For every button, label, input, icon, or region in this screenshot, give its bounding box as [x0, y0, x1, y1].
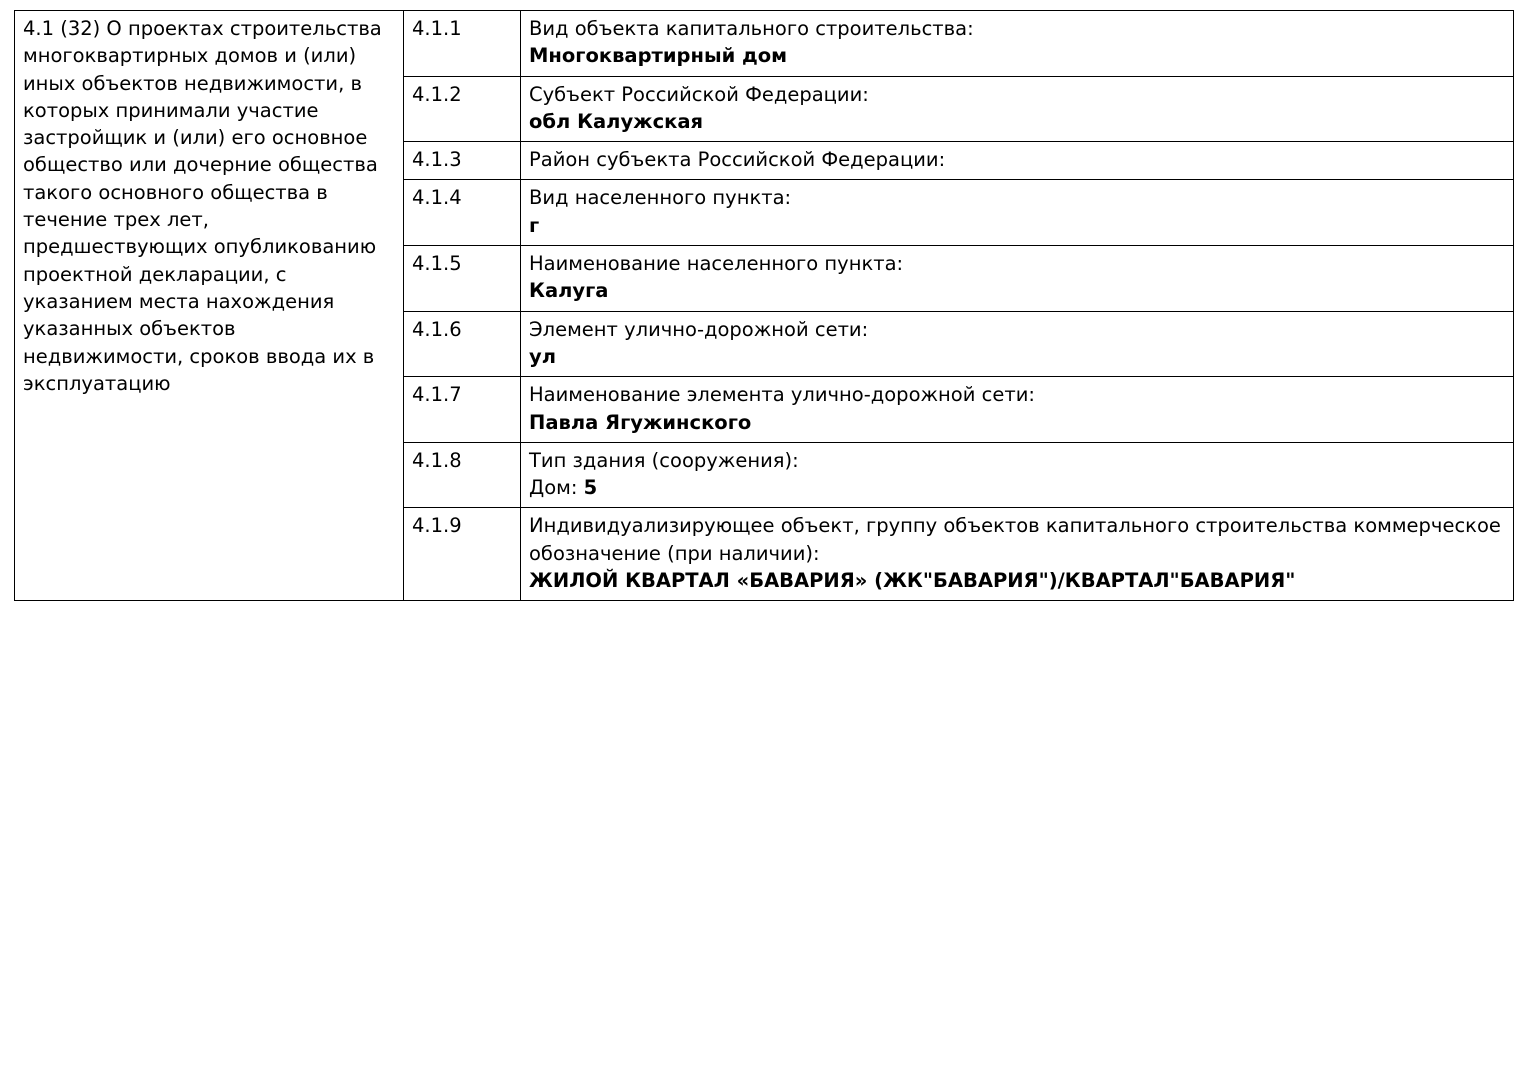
row-number: 4.1.3	[412, 148, 462, 172]
field-label: Вид объекта капитального строительства:	[529, 17, 974, 40]
row-content-cell	[521, 180, 1514, 246]
field-label: Элемент улично-дорожной сети:	[529, 317, 869, 341]
section-title-text: 4.1 (32) О проектах строительства многоквартирных домов и (или) иных объектов недвижимости, в которых принимали участие застройщик и (или) его основное общество или дочерние общества такого основного общества в течение трех лет, предшествующих опубликованию проектной декларации, с указанием места нахождения указанных объектов недвижимости, сроков ввода их в эксплуатацию	[23, 17, 382, 395]
field-label: Субъект Российской Федерации:	[529, 82, 869, 106]
field-label: Наименование элемента улично-дорожной сети:	[529, 383, 1035, 407]
field-value: ЖИЛОЙ КВАРТАЛ «БАВАРИЯ» (ЖК"БАВАРИЯ")/КВАРТАЛ"БАВАРИЯ"	[529, 569, 1296, 593]
row-number-cell	[404, 311, 521, 377]
field-label: Тип здания (сооружения):	[529, 448, 799, 472]
row-number: 4.1.8	[412, 448, 462, 472]
row-content-cell	[521, 311, 1514, 377]
field-label: Наименование населенного пункта:	[529, 252, 904, 276]
row-number-cell	[404, 76, 521, 142]
row-number: 4.1.6	[412, 317, 462, 341]
field-value: г	[529, 213, 540, 237]
row-number: 4.1.7	[412, 383, 462, 407]
row-number: 4.1.4	[412, 186, 462, 210]
row-content-cell	[521, 508, 1514, 601]
field-value: обл Калужская	[529, 109, 704, 133]
row-number-cell	[404, 180, 521, 246]
row-number-cell	[404, 246, 521, 312]
field-sub-label	[529, 476, 597, 499]
row-number: 4.1.1	[412, 17, 462, 40]
table-row	[15, 11, 1514, 77]
row-number-cell	[404, 377, 521, 443]
section-title-cell	[15, 11, 404, 601]
row-content-cell	[521, 377, 1514, 443]
row-content-cell	[521, 11, 1514, 77]
field-value: ул	[529, 344, 556, 368]
row-number: 4.1.5	[412, 252, 462, 276]
field-label: Индивидуализирующее объект, группу объектов капитального строительства коммерческое обозначение (при наличии):	[529, 514, 1501, 565]
row-content-cell	[521, 76, 1514, 142]
field-label: Район субъекта Российской Федерации:	[529, 148, 946, 172]
field-value: 5	[583, 476, 598, 500]
field-value: Павла Ягужинского	[529, 410, 752, 434]
field-value: Калуга	[529, 279, 609, 303]
row-number-cell	[404, 11, 521, 77]
row-number-cell	[404, 508, 521, 601]
declaration-table	[14, 10, 1514, 601]
field-label: Вид населенного пункта:	[529, 186, 792, 210]
row-content-cell	[521, 142, 1514, 180]
row-number-cell	[404, 142, 521, 180]
field-value: Многоквартирный дом	[529, 44, 788, 68]
row-content-cell	[521, 246, 1514, 312]
row-number: 4.1.9	[412, 514, 462, 538]
row-number-cell	[404, 442, 521, 508]
row-content-cell	[521, 442, 1514, 508]
row-number: 4.1.2	[412, 82, 462, 106]
field-sub-label-text: Дом:	[529, 476, 584, 500]
